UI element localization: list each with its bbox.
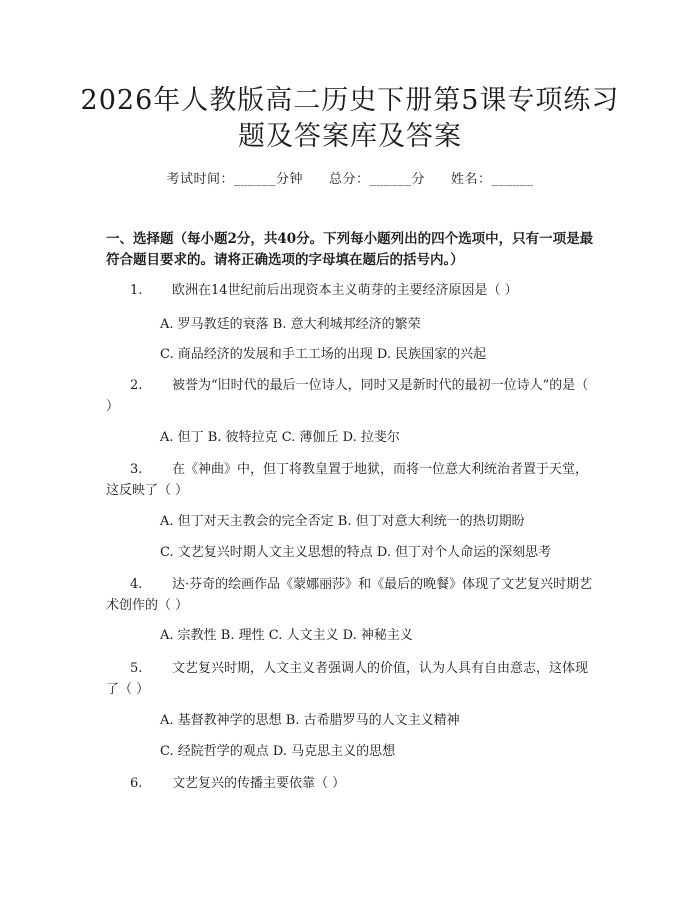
question-stem: 达·芬奇的绘画作品《蒙娜丽莎》和《最后的晚餐》体现了文艺复兴时期艺术创作的（ ） <box>106 577 593 613</box>
question-5-options-row-2: C. 经院哲学的观点 D. 马克思主义的思想 <box>160 744 396 759</box>
page-title-line1: 2026年人教版高二历史下册第5课专项练习 <box>80 85 620 116</box>
question-number: 6. <box>130 776 143 791</box>
question-number: 4. <box>130 577 143 592</box>
total-score-field: 总分：______分 <box>328 172 425 187</box>
question-5-options-row-1: A. 基督教神学的思想 B. 古希腊罗马的人文主义精神 <box>160 713 460 728</box>
question-1-options-row-2: C. 商品经济的发展和手工工场的出现 D. 民族国家的兴起 <box>160 347 487 362</box>
student-name-field: 姓名：______ <box>451 172 534 187</box>
question-number: 1. <box>130 283 143 298</box>
question-4-options-row-1: A. 宗教性 B. 理性 C. 人文主义 D. 神秘主义 <box>160 628 413 643</box>
question-1-options-row-1: A. 罗马教廷的衰落 B. 意大利城邦经济的繁荣 <box>160 317 421 332</box>
question-6 <box>106 773 596 794</box>
question-2 <box>106 375 596 417</box>
question-stem: 欧洲在14世纪前后出现资本主义萌芽的主要经济原因是（ ） <box>172 283 518 298</box>
question-number: 2. <box>130 378 143 393</box>
question-2-options-row-1: A. 但丁 B. 彼特拉克 C. 薄伽丘 D. 拉斐尔 <box>160 430 400 445</box>
question-4 <box>106 574 596 616</box>
section-heading: 一、选择题（每小题2分，共40分。下列每小题列出的四个选项中，只有一项是最符合题目要求的。请将正确选项的字母填在题后的括号内。） <box>106 231 594 268</box>
question-stem: 文艺复兴的传播主要依靠（ ） <box>172 776 346 791</box>
exam-meta <box>0 168 700 187</box>
question-number: 5. <box>130 661 143 676</box>
question-stem: 在《神曲》中，但丁将教皇置于地狱，而将一位意大利统治者置于天堂，这反映了（ ） <box>106 462 589 498</box>
question-stem: 被誉为“旧时代的最后一位诗人，同时又是新时代的最初一位诗人”的是（ ） <box>106 378 589 414</box>
question-stem: 文艺复兴时期，人文主义者强调人的价值，认为人具有自由意志，这体现了（ ） <box>106 661 589 697</box>
page-title-line2: 题及答案库及答案 <box>238 121 462 152</box>
question-3 <box>106 459 596 501</box>
question-3-options-row-2: C. 文艺复兴时期人文主义思想的特点 D. 但丁对个人命运的深刻思考 <box>160 545 552 560</box>
question-5 <box>106 658 596 700</box>
question-3-options-row-1: A. 但丁对天主教会的完全否定 B. 但丁对意大利统一的热切期盼 <box>160 514 525 529</box>
question-1 <box>106 280 596 301</box>
question-number: 3. <box>130 462 143 477</box>
exam-time-field: 考试时间：______分钟 <box>166 172 303 187</box>
